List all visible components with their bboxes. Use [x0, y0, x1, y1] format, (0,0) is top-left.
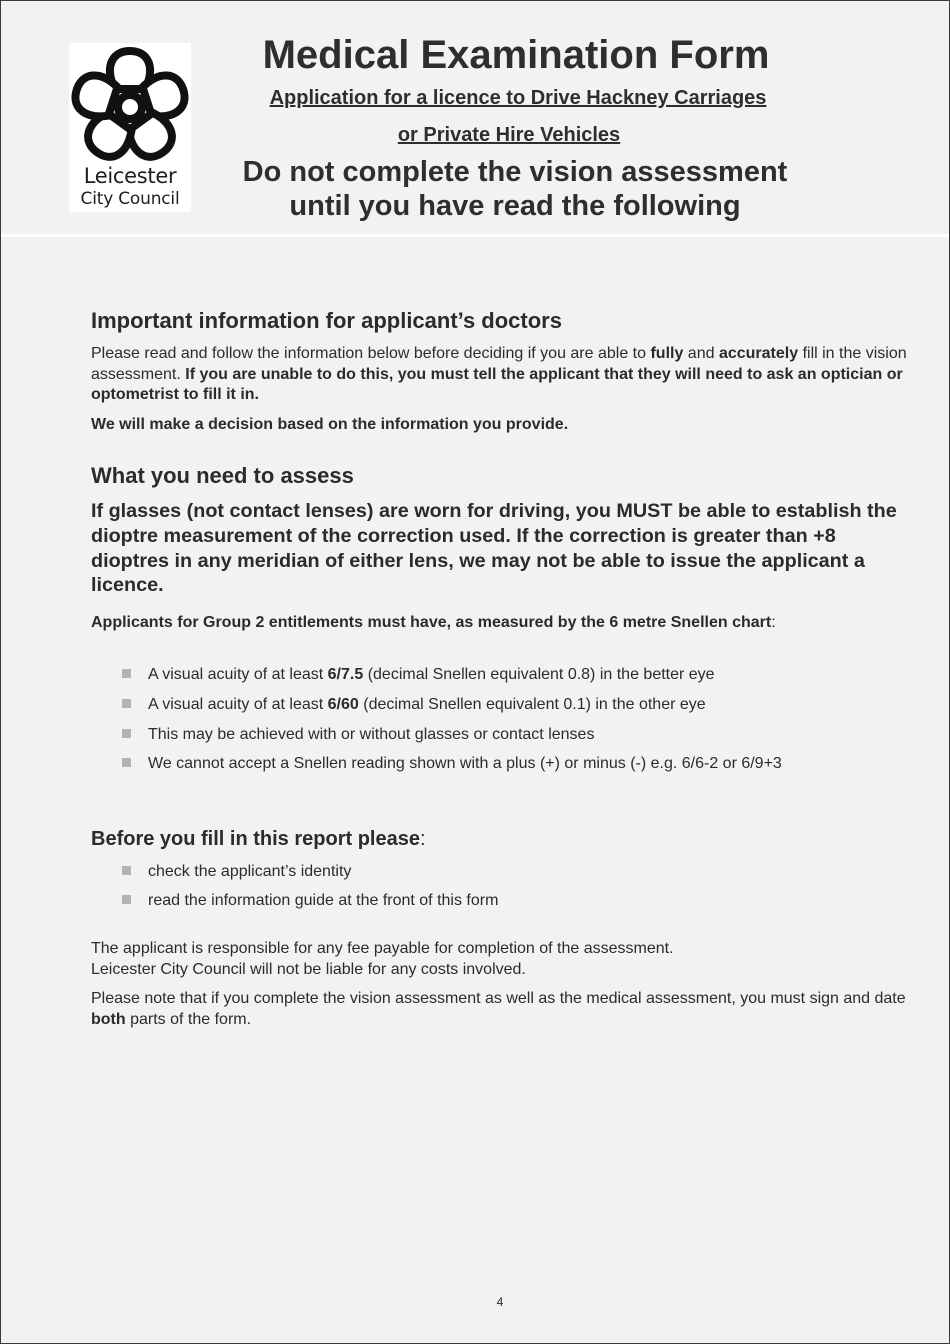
list-item — [122, 695, 922, 715]
fee-paragraph — [91, 939, 911, 980]
vision-warning — [201, 155, 829, 223]
fee-line-2: Leicester City Council will not be liable for any costs involved. — [91, 960, 526, 978]
signature-note-text-a: Please note that if you complete the vision assessment as well as the medical assessment, you must sign and date — [91, 990, 906, 1007]
doctors-info-optician-notice: If you are unable to do this, you must tell the applicant that they will need to ask an optician or optometrist to fill it in. — [91, 365, 903, 403]
assess-heading: What you need to assess — [91, 463, 354, 488]
bullet-square-icon — [122, 866, 131, 875]
bullet-text: (decimal Snellen equivalent 0.8) in the better eye — [363, 666, 715, 683]
vision-warning-line-1: Do not complete the vision assessment — [242, 156, 788, 188]
group2-intro — [91, 613, 811, 634]
bullet-square-icon — [122, 699, 131, 708]
bullet-square-icon — [122, 895, 131, 904]
page-number: 4 — [496, 1295, 504, 1309]
council-logo — [69, 43, 191, 212]
bullet-text: This may be achieved with or without glasses or contact lenses — [148, 726, 595, 743]
doctors-info-fully: fully — [650, 345, 684, 362]
list-item — [122, 754, 922, 774]
before-heading — [91, 828, 426, 851]
logo-text-leicester: Leicester — [83, 164, 177, 188]
vision-warning-line-2: until you have read the following — [289, 190, 741, 222]
subtitle-line-1: Application for a licence to Drive Hackney Carriages — [269, 87, 767, 109]
bullet-bold-value: 6/7.5 — [327, 666, 364, 683]
glasses-requirement: If glasses (not contact lenses) are worn for driving, you MUST be able to establish the dioptre measurement of the correction used. If the correction is greater than +8 dioptres in any meridian of either lens, we may not be able to issue the applicant a licence. — [91, 500, 897, 597]
logo-text-city-council: City Council — [80, 189, 180, 209]
page-title: Medical Examination Form — [262, 33, 770, 77]
bullet-text: A visual acuity of at least — [148, 696, 328, 713]
bullet-text: check the applicant’s identity — [148, 863, 352, 880]
bullet-text: (decimal Snellen equivalent 0.1) in the other eye — [358, 696, 706, 713]
bullet-text: read the information guide at the front of this form — [148, 892, 499, 909]
group2-intro-text: Applicants for Group 2 entitlements must have, as measured by the 6 metre Snellen chart — [91, 614, 772, 631]
doctors-info-paragraph — [91, 344, 911, 406]
list-item — [122, 891, 922, 911]
list-item — [122, 862, 922, 882]
bullet-bold-value: 6/60 — [327, 696, 359, 713]
page-header — [1, 1, 949, 234]
doctors-info-accurately: accurately — [718, 345, 799, 362]
fee-line-1: The applicant is responsible for any fee payable for completion of the assessment. — [91, 940, 674, 957]
header-divider — [1, 234, 949, 237]
bullet-text: A visual acuity of at least — [148, 666, 328, 683]
doctors-info-heading: Important information for applicant’s doctors — [91, 308, 562, 333]
before-heading-colon: : — [419, 828, 426, 850]
list-item — [122, 665, 922, 685]
group2-intro-colon: : — [771, 614, 776, 631]
signature-note — [91, 989, 911, 1030]
decision-statement-text: We will make a decision based on the information you provide. — [91, 416, 569, 433]
bullet-text: We cannot accept a Snellen reading shown with a plus (+) or minus (-) e.g. 6/6-2 or 6/9+3 — [148, 755, 782, 772]
doctors-info-text-a: Please read and follow the information below before deciding if you are able to — [91, 345, 651, 362]
list-item — [122, 725, 922, 745]
signature-note-text-c: parts of the form. — [125, 1010, 252, 1028]
signature-note-both: both — [91, 1010, 126, 1028]
doctors-info-text-e: fill in the vision assessment. — [91, 345, 907, 383]
five-petal-flower-icon — [69, 43, 191, 163]
doctors-info-text-c: and — [683, 345, 719, 362]
bullet-square-icon — [122, 758, 131, 767]
decision-statement — [91, 415, 911, 436]
before-heading-text: Before you fill in this report please — [91, 828, 420, 850]
subtitle-line-2: or Private Hire Vehicles — [397, 124, 621, 146]
bullet-square-icon — [122, 729, 131, 738]
bullet-square-icon — [122, 669, 131, 678]
